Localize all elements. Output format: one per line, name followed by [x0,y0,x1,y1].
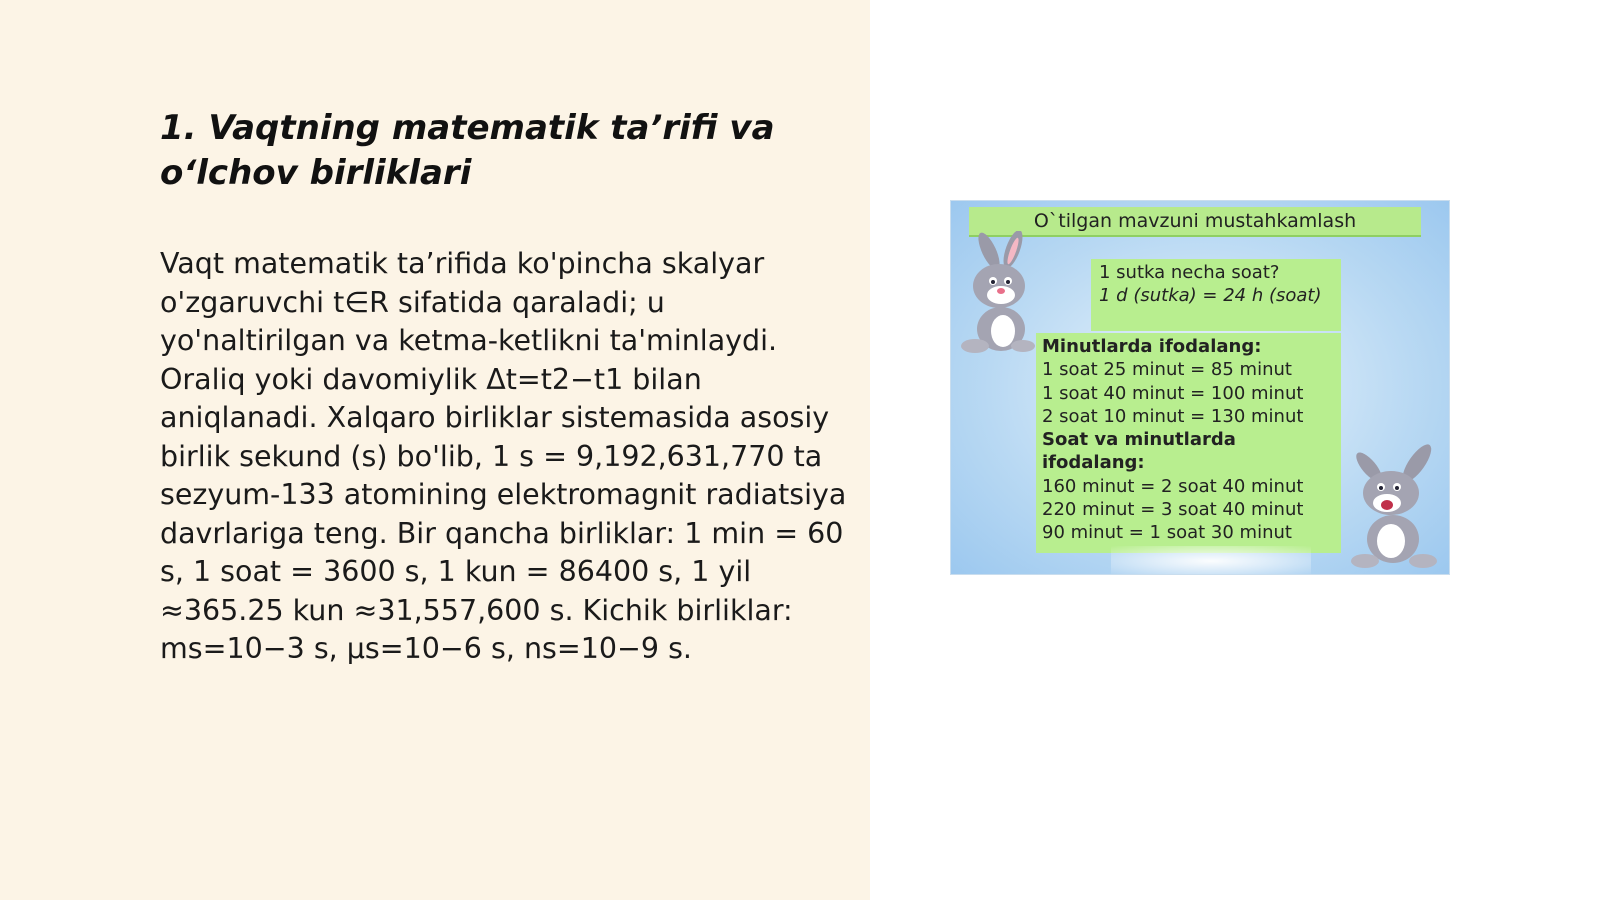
question-text: 1 sutka necha soat? [1099,262,1280,283]
exercise-line: 2 soat 10 minut = 130 minut [1042,405,1304,427]
exercise-picture [950,200,1450,575]
rabbit-icon [1339,441,1447,571]
light-glow [1111,546,1311,575]
section-heading-minutes: Minutlarda ifodalang: [1042,336,1262,357]
question-box [1091,259,1341,331]
answer-text: 1 d (sutka) = 24 h (soat) [1099,285,1322,306]
slide-title-line-1: 1. Vaqtning matematik ta’rifi va [160,108,775,148]
section-heading-hours-minutes: Soat va minutlarda ifodalang: [1042,429,1236,474]
exercise-line: 1 soat 40 minut = 100 minut [1042,382,1304,404]
slide-body-text: Vaqt matematik ta’rifida ko'pincha skalyar o'zgaruvchi t∈R sifatida qaraladi; u yo'naltirilgan va ketma-ketlikni ta'minlaydi. Oraliq yoki davomiylik Δt=t2−t1 bilan aniqlanadi. Xalqaro birliklar sistemasida asosiy birlik sekund (s) bo'lib, 1 s = 9,192,631,770 ta sezyum-133 atomining elektromagnit radiatsiya davrlariga teng. Bir qancha birliklar: 1 min = 60 s, 1 soat = 3600 s, 1 kun = 86400 s, 1 yil ≈365.25 kun ≈31,557,600 s. Kichik birliklar: ms=10−3 s, μs=10−6 s, ns=10−9 s. [160,247,847,665]
exercise-line: 220 minut = 3 soat 40 minut [1042,499,1304,521]
slide-title [160,106,800,196]
exercise-line: 90 minut = 1 soat 30 minut [1042,522,1292,544]
exercise-line: 1 soat 25 minut = 85 minut [1042,359,1292,381]
picture-header: O`tilgan mavzuni mustahkamlash [969,207,1421,237]
rabbit-icon [953,231,1043,356]
slide-title-line-2: o‘lchov birliklari [160,153,472,193]
exercise-box [1036,333,1341,553]
exercise-line: 160 minut = 2 soat 40 minut [1042,475,1304,497]
